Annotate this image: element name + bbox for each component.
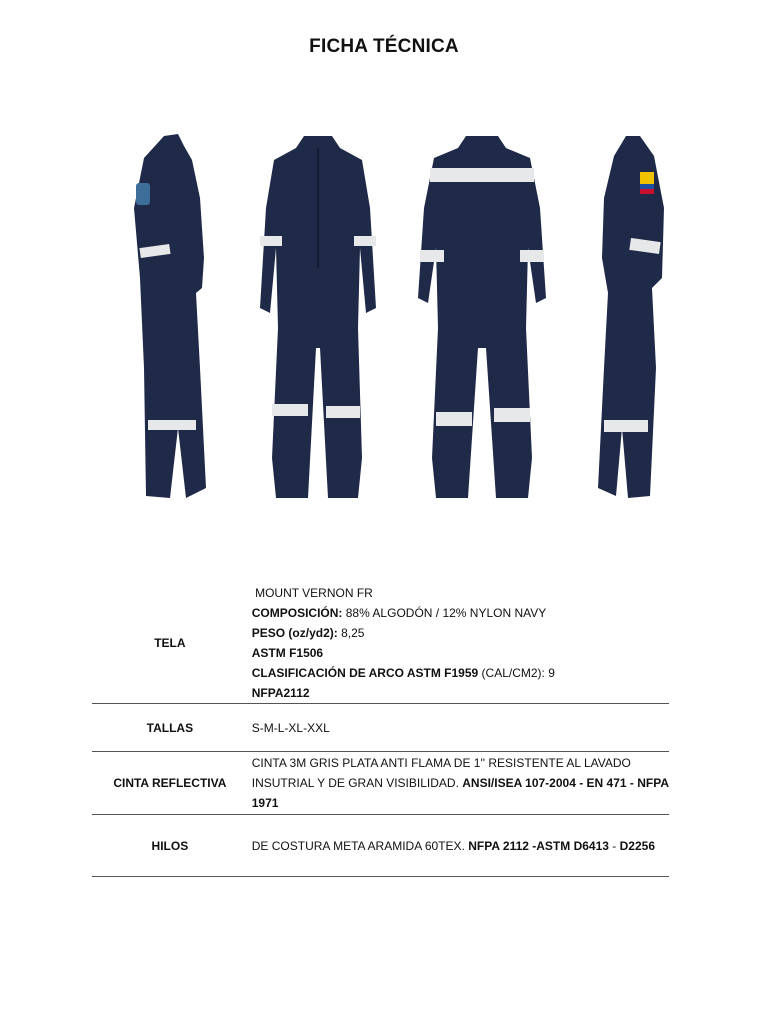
spec-value: CINTA 3M GRIS PLATA ANTI FLAMA DE 1'' RESISTENTE AL LAVADO INSUTRIAL Y DE GRAN VISIBILIDAD. ANSI/ISEA 107-2004 - EN 471 - NFPA 1971 bbox=[248, 752, 669, 815]
coverall-front-image bbox=[258, 128, 378, 503]
page-title: FICHA TÉCNICA bbox=[309, 36, 459, 57]
spec-label: CINTA REFLECTIVA bbox=[92, 752, 248, 815]
coverall-side-right-image bbox=[594, 128, 674, 503]
spec-label: TELA bbox=[92, 582, 248, 704]
spec-value: DE COSTURA META ARAMIDA 60TEX. NFPA 2112 -ASTM D6413 - D2256 bbox=[248, 815, 669, 877]
spec-table bbox=[92, 582, 669, 877]
spec-value: MOUNT VERNON FR COMPOSICIÓN: 88% ALGODÓN / 12% NYLON NAVY PESO (oz/yd2): 8,25 ASTM F1506 CLASIFICACIÓN DE ARCO ASTM F1959 (CAL/CM2): 9 NFPA2112 bbox=[248, 582, 669, 704]
spec-row-tallas bbox=[92, 704, 669, 752]
spec-value: S-M-L-XL-XXL bbox=[248, 704, 669, 752]
spec-row-hilos bbox=[92, 815, 669, 877]
coverall-side-left-image bbox=[126, 128, 216, 503]
spec-label: HILOS bbox=[92, 815, 248, 877]
coverall-photos bbox=[110, 128, 670, 508]
spec-row-tela bbox=[92, 582, 669, 704]
spec-label: TALLAS bbox=[92, 704, 248, 752]
spec-row-cinta-reflectiva bbox=[92, 752, 669, 815]
coverall-back-image bbox=[416, 128, 548, 503]
